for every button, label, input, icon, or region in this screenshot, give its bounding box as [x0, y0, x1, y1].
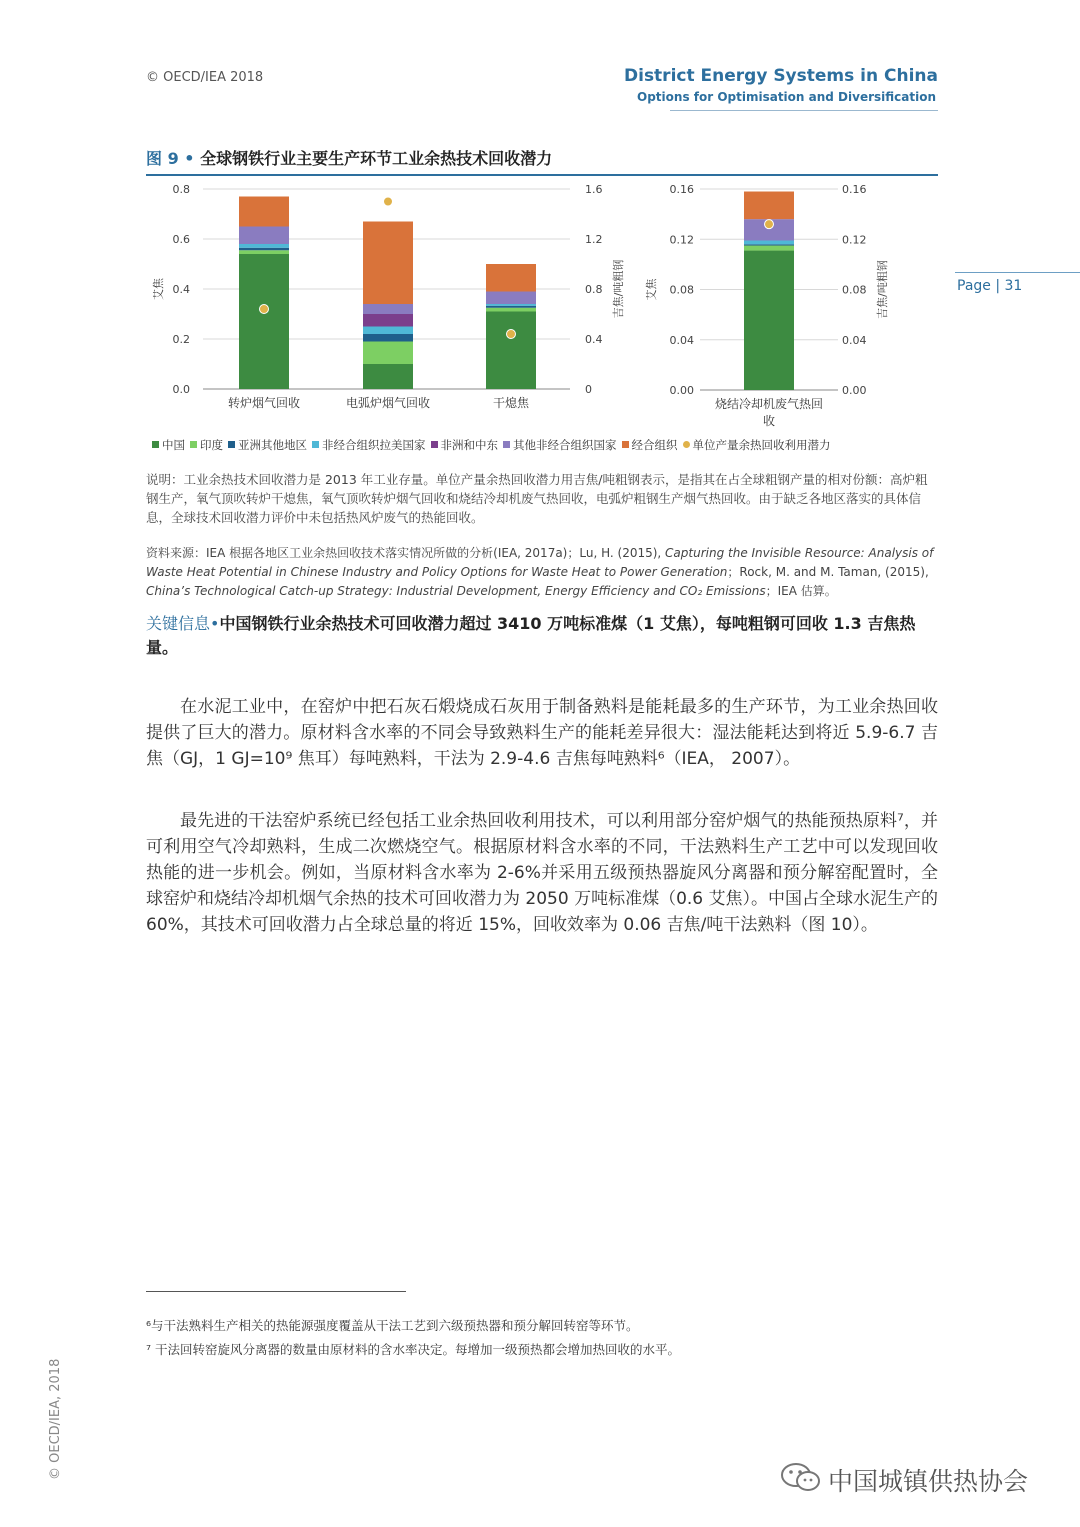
- panel-left-bar-non_oecd_other-2: [486, 292, 536, 305]
- panel-left-ylabel: 艾焦: [152, 278, 165, 300]
- steel-waste-heat-chart: [0, 0, 1080, 440]
- legend-swatch-asia_other: [228, 441, 235, 448]
- panel-left-bar-non_oecd_latam-1: [363, 327, 413, 335]
- panel-left-bar-non_oecd_latam-0: [239, 244, 289, 248]
- legend-swatch-africa_mideast: [431, 441, 438, 448]
- footnote-7: ⁷ 干法回转窑旋风分离器的数量由原材料的含水率决定。每增加一级预热都会增加热回收的水平。: [146, 1342, 680, 1357]
- panel-left-ytick: 0.6: [172, 233, 190, 246]
- panel-left-ytick: 0.8: [172, 183, 190, 196]
- panel-left-bar-china-0: [239, 254, 289, 389]
- panel-right-y2tick: 0.16: [842, 183, 867, 196]
- legend-label-asia_other: 亚洲其他地区: [238, 438, 307, 452]
- panel-right-ytick: 0.16: [669, 183, 694, 196]
- legend-item-china: [152, 437, 185, 453]
- panel-left-category-label: 转炉烟气回收: [227, 396, 301, 410]
- panel-left-ytick: 0.4: [172, 283, 190, 296]
- footnote-6: ⁶与干法熟料生产相关的热能源强度覆盖从干法工艺到六级预热器和预分解回转窑等环节。: [146, 1318, 639, 1333]
- panel-left-bar-india-0: [239, 250, 289, 254]
- panel-right-bar-oecd-0: [744, 192, 794, 220]
- figure-note: 说明：工业余热技术回收潜力是 2013 年工业存量。单位产量余热回收潜力用吉焦/吨粗钢表示，是指其在占全球粗钢产量的相对份额：高炉粗钢生产，氧气顶吹转炉干熄焦，氧气顶吹转炉烟气回收和烧结冷却机废气热回收，电弧炉粗钢生产烟气热回收。由于缺乏各地区落实的具体信息，全球技术回收潜力评价中未包括热风炉废气的热能回收。: [146, 472, 928, 525]
- panel-left-y2tick: 1.6: [585, 183, 603, 196]
- page-number: Page | 31: [957, 278, 1023, 294]
- panel-left-bar-india-2: [486, 308, 536, 312]
- panel-left-bar-china-2: [486, 312, 536, 390]
- legend-label-africa_mideast: 非洲和中东: [440, 438, 498, 452]
- header-subtitle: Options for Optimisation and Diversification: [637, 90, 936, 104]
- panel-left-ytick: 0.0: [172, 383, 190, 396]
- panel-left-bar-oecd-0: [239, 197, 289, 227]
- chart-legend: [152, 437, 836, 453]
- panel-left-y2tick: 1.2: [585, 233, 603, 246]
- legend-label-oecd: 经合组织: [631, 438, 678, 452]
- source-mid: ；Rock, M. and M. Taman, (2015),: [727, 565, 929, 579]
- source-title-1: Capturing the Invisible Resource: Analysis of Waste Heat Potential in Chinese Industry and Policy Options for Waste Heat to Power Generation: [146, 546, 934, 579]
- legend-swatch-non_oecd_latam: [312, 441, 319, 448]
- panel-left-bar-asia_other-2: [486, 306, 536, 308]
- panel-right-category-label: 烧结冷却机废气热回: [714, 397, 824, 411]
- panel-right-bar-india-0: [744, 246, 794, 251]
- key-message-text: 中国钢铁行业余热技术可回收潜力超过 3410 万吨标准煤（1 艾焦），每吨粗钢可回收 1.3 吉焦热量。: [146, 614, 916, 657]
- panel-left-y2tick: 0.8: [585, 283, 603, 296]
- key-message-label: 关键信息•: [146, 614, 220, 633]
- panel-right-ytick: 0.08: [669, 283, 694, 297]
- panel-left-y2tick: 0: [585, 383, 592, 396]
- panel-right-y2label: 吉焦/吨粗钢: [876, 260, 889, 319]
- panel-right-bar-china-0: [744, 251, 794, 390]
- panel-right-y2tick: 0.08: [842, 283, 867, 297]
- panel-left-bar-non_oecd_latam-2: [486, 304, 536, 306]
- legend-item-asia_other: [228, 437, 307, 453]
- panel-left-bar-oecd-1: [363, 222, 413, 305]
- legend-item-non_oecd_latam: [312, 437, 426, 453]
- panel-right-y2tick: 0.12: [842, 233, 867, 247]
- figure-source: [146, 544, 936, 601]
- panel-left-bar-non_oecd_other-0: [239, 227, 289, 245]
- legend-label-non_oecd_other: 其他非经合组织国家: [513, 438, 617, 452]
- body-paragraph-2: 最先进的干法窑炉系统已经包括工业余热回收利用技术，可以利用部分窑炉烟气的热能预热原料⁷，并可利用空气冷却熟料，生成二次燃烧空气。根据原材料含水率的不同，干法熟料生产工艺中可以发现回收热能的进一步机会。例如，当原材料含水率为 2-6%并采用五级预热器旋风分离器和预分解窑配置时，全球窑炉和烧结冷却机烟气余热的技术可回收潜力为 2050 万吨标准煤（0.6 艾焦）。中国占全球水泥生产的 60%，其技术可回收潜力占全球总量的将近 15%，回收效率为 0.06 吉焦/吨干法熟料（图 10）。: [146, 811, 939, 935]
- legend-label-china: 中国: [162, 438, 185, 452]
- panel-left-bar-asia_other-1: [363, 334, 413, 342]
- panel-right-ytick: 0.00: [669, 384, 694, 397]
- panel-right-per-unit-marker-0: [765, 220, 774, 229]
- panel-left-category-label: 电弧炉烟气回收: [345, 396, 431, 410]
- panel-left-per-unit-marker-0: [260, 305, 269, 314]
- panel-left-bar-non_oecd_other-1: [363, 304, 413, 314]
- panel-right-y2tick: 0.04: [842, 333, 867, 347]
- panel-right-bar-non_oecd_latam-0: [744, 241, 794, 245]
- legend-item-non_oecd_other: [503, 437, 617, 453]
- panel-left-bar-india-1: [363, 342, 413, 365]
- panel-right-bar-asia_other-0: [744, 244, 794, 245]
- source-title-2: China’s Technological Catch-up Strategy: Industrial Development, Energy Efficiency and CO₂ Emissions: [146, 584, 766, 598]
- legend-item-per_unit: [683, 437, 831, 453]
- legend-item-oecd: [622, 437, 678, 453]
- panel-right-ytick: 0.04: [669, 333, 694, 347]
- panel-left-y2tick: 0.4: [585, 333, 603, 346]
- panel-left-bar-oecd-2: [486, 264, 536, 292]
- legend-swatch-china: [152, 441, 159, 448]
- legend-item-africa_mideast: [431, 437, 499, 453]
- panel-left-ytick: 0.2: [172, 333, 190, 346]
- panel-right-ylabel: 艾焦: [645, 278, 658, 301]
- wechat-icon: [780, 1462, 822, 1492]
- panel-left-bar-china-1: [363, 364, 413, 389]
- legend-swatch-non_oecd_other: [503, 441, 510, 448]
- figure-number: 图 9 •: [146, 149, 195, 168]
- legend-swatch-oecd: [622, 441, 629, 448]
- legend-label-per_unit: 单位产量余热回收利用潜力: [692, 438, 831, 452]
- key-message: [146, 612, 941, 660]
- panel-right-y2tick: 0.00: [842, 384, 867, 397]
- panel-left-per-unit-marker-2: [507, 330, 516, 339]
- legend-label-non_oecd_latam: 非经合组织拉美国家: [322, 438, 426, 452]
- panel-right-ytick: 0.12: [669, 233, 694, 247]
- source-prefix: 资料来源：IEA 根据各地区工业余热回收技术落实情况所做的分析(IEA, 2017a)；Lu, H. (2015),: [146, 546, 666, 560]
- panel-left-bar-africa_mideast-1: [363, 314, 413, 327]
- footnote-divider: [146, 1291, 406, 1292]
- panel-left-bar-asia_other-0: [239, 248, 289, 251]
- panel-left-per-unit-marker-1: [384, 197, 393, 206]
- header-copyright: © OECD/IEA 2018: [146, 70, 264, 85]
- side-copyright: © OECD/IEA, 2018: [48, 1358, 63, 1480]
- figure-title-text: 全球钢铁行业主要生产环节工业余热技术回收潜力: [200, 149, 553, 168]
- legend-label-india: 印度: [200, 438, 223, 452]
- panel-left-category-label: 干熄焦: [492, 396, 530, 410]
- source-suffix: ；IEA 估算。: [765, 584, 837, 598]
- watermark-text: 中国城镇供热协会: [828, 1467, 1029, 1496]
- legend-swatch-per_unit: [683, 441, 690, 448]
- header-title: District Energy Systems in China: [624, 66, 938, 86]
- panel-right-category-label: 收: [762, 414, 776, 428]
- body-paragraph-1: 在水泥工业中，在窑炉中把石灰石煅烧成石灰用于制备熟料是能耗最多的生产环节，为工业余热回收提供了巨大的潜力。原材料含水率的不同会导致熟料生产的能耗差异很大：湿法能耗达到将近 5.9-6.7 吉焦（GJ，1 GJ=10⁹ 焦耳）每吨熟料，干法为 2.9-4.6 吉焦每吨熟料⁶（IEA， 2007）。: [146, 697, 938, 769]
- panel-left-y2label: 吉焦/吨粗钢: [612, 259, 625, 319]
- legend-swatch-india: [190, 441, 197, 448]
- legend-item-india: [190, 437, 223, 453]
